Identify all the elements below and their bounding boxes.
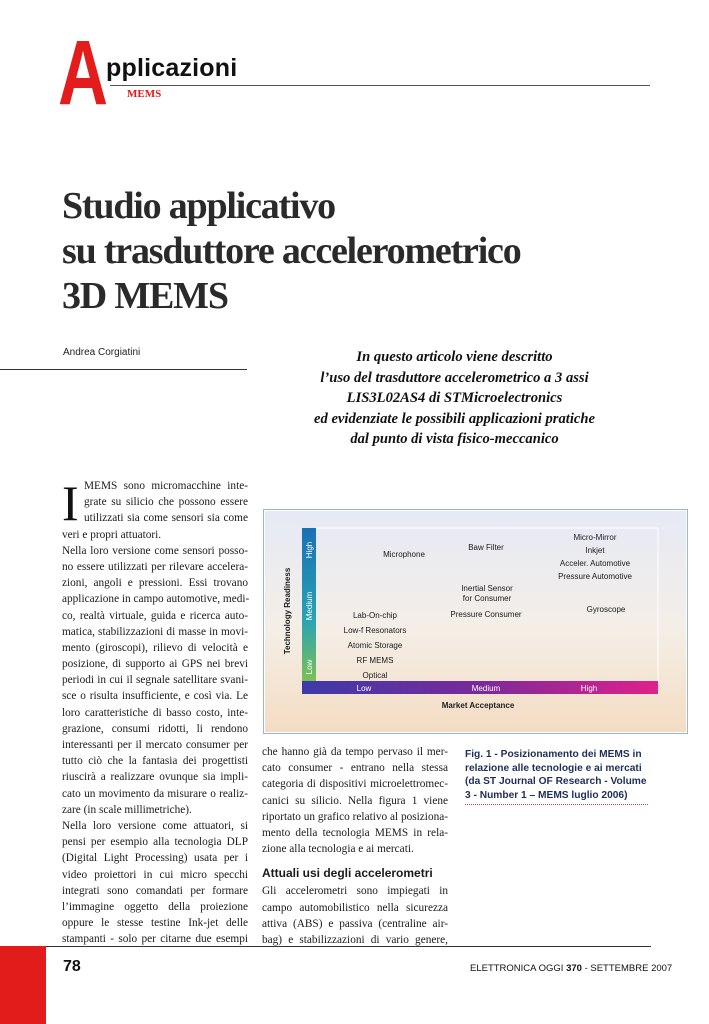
- body-line: Nella loro versione come sensori posso-: [62, 544, 248, 557]
- body-line: grate su silicio che possono essere: [84, 496, 248, 509]
- body-line: campo automobilistico nella sicurezza: [262, 901, 448, 914]
- body-line: attiva (ABS) e passiva (centraline air-: [262, 917, 448, 930]
- body-line: che hanno già da tempo pervaso il mer-: [262, 746, 448, 758]
- item-pressure-consumer: Pressure Consumer: [450, 610, 522, 619]
- body-line: interessanti per il mercato consumer per: [62, 739, 248, 751]
- body-line: integrati sono comandati per formare: [62, 884, 248, 897]
- body-line: Nella loro versione come attuatori, si: [62, 819, 248, 832]
- footer-magazine: [470, 963, 672, 974]
- body-line: cato consumer - entrano nella stessa: [262, 762, 448, 775]
- author-name: Andrea Corgiatini: [63, 347, 141, 358]
- body-line: (Digital Light Processing) usata per i: [62, 852, 248, 865]
- body-column-1: [62, 475, 250, 947]
- section-logo-letter: [58, 22, 108, 124]
- body-line: zare (in scale millimetriche).: [62, 803, 192, 816]
- body-line: pensi per esempio alla tecnologia DLP: [62, 836, 248, 849]
- section-title: pplicazioni: [106, 54, 238, 82]
- item-low-f-resonators: Low-f Resonators: [343, 626, 407, 635]
- figure-caption: [465, 748, 648, 802]
- body-line: bag) e stabilizzazioni di vario genere,: [262, 933, 448, 946]
- item-micro-mirror: Micro-Mirror: [573, 533, 617, 542]
- abstract-line: In questo articolo viene descritto: [356, 349, 553, 365]
- body-line: veri e propri attuatori.: [62, 528, 162, 541]
- x-axis-title: Market Acceptance: [441, 701, 515, 710]
- abstract-line: dal punto di vista fisico-meccanico: [350, 431, 559, 447]
- section-subheading: Attuali usi degli accelerometri: [262, 866, 433, 881]
- body-line: applicazione in campo automotive, medi-: [62, 593, 250, 606]
- page-number: 78: [63, 958, 81, 975]
- figure-mems-positioning: [263, 509, 688, 734]
- author-rule: [0, 369, 247, 370]
- article-title: [62, 184, 662, 319]
- caption-rule: [465, 804, 648, 805]
- abstract-line: LIS3L02AS4 di STMicroelectronics: [346, 390, 563, 406]
- body-line: posizione, di supporto ai GPS nei brevi: [62, 658, 248, 671]
- title-line: su trasduttore accelerometrico: [62, 230, 521, 272]
- body-line: no essere utilizzati per rilevare accelera-: [62, 560, 248, 573]
- x-level-low: Low: [356, 684, 372, 693]
- item-gyroscope: Gyroscope: [586, 605, 626, 614]
- x-level-high: High: [580, 684, 598, 693]
- caption-line: Fig. 1 - Posizionamento dei MEMS in: [465, 749, 642, 760]
- body-line: categoria di dispositivi microelettromec-: [262, 778, 448, 791]
- body-line: stampanti - solo per citarne due esempi: [62, 933, 248, 946]
- body-line: zioni, angoli e pressioni. Essi trovano: [62, 577, 248, 590]
- magazine-name: ELETTRONICA OGGI: [470, 963, 564, 974]
- body-column-2: [262, 744, 448, 948]
- article-abstract: [262, 347, 647, 450]
- x-level-medium: Medium: [471, 684, 501, 693]
- body-line: sce o risulta insufficiente, e così via. Le: [62, 690, 248, 703]
- abstract-line: ed evidenziate le possibili applicazioni pratiche: [314, 410, 595, 427]
- body-line: cato un movimento da misurare o realiz-: [62, 787, 248, 800]
- body-line: riuscirà a realizzare ovunque sia impli-: [62, 771, 248, 784]
- body-line: periodi in cui il segnale satellitare svani-: [62, 674, 248, 687]
- item-acceler-automotive: Acceler. Automotive: [559, 559, 631, 568]
- body-line: mento (giroscopi), rilievo di velocità e: [62, 641, 248, 654]
- item-atomic-storage: Atomic Storage: [347, 641, 403, 650]
- body-line: MEMS sono micromacchine inte-: [84, 480, 248, 492]
- figure-chart: [264, 510, 687, 733]
- item-inertial-sensor: Inertial Sensor: [461, 584, 513, 593]
- body-line: mento della tecnologia MEMS in rela-: [262, 826, 448, 839]
- title-line: Studio applicativo: [62, 185, 335, 227]
- abstract-line: l’uso del trasduttore accelerometrico a 3 assi: [320, 369, 589, 386]
- page-corner-block: [0, 946, 46, 1024]
- issue-date: - SETTEMBRE 2007: [584, 963, 673, 974]
- caption-line: 3 - Number 1 – MEMS luglio 2006): [465, 789, 628, 801]
- item-baw-filter: Baw Filter: [468, 543, 504, 552]
- body-line: co, realtà virtuale, guida e ricerca auto-: [62, 609, 248, 622]
- body-line: oppure le stesse testine Ink-jet delle: [62, 917, 248, 930]
- item-inkjet: Inkjet: [585, 546, 605, 555]
- body-line: zione alla tecnologia e ai mercati.: [262, 843, 414, 856]
- caption-line: (da ST Journal OF Research - Volume: [465, 776, 647, 788]
- body-line: loro caratteristiche di basso costo, inte-: [62, 706, 248, 719]
- body-line: Gli accelerometri sono impiegati in: [262, 885, 448, 898]
- header-rule: [110, 85, 650, 86]
- logo-big-letter: A: [58, 22, 108, 124]
- body-line: riportato un grafico relativo al posiziona-: [262, 810, 449, 823]
- drop-cap: I: [62, 475, 79, 531]
- item-microphone: Microphone: [383, 550, 425, 559]
- item-rf-mems: RF MEMS: [356, 656, 394, 665]
- section-subtitle: MEMS: [127, 88, 162, 100]
- issue-number: 370: [566, 963, 582, 974]
- footer-rule: [46, 946, 651, 947]
- item-pressure-automotive: Pressure Automotive: [558, 572, 632, 581]
- y-level-low: Low: [305, 659, 314, 675]
- item-lab-on-chip: Lab-On-chip: [352, 611, 398, 620]
- caption-line: relazione alle tecnologie e ai mercati: [465, 762, 642, 774]
- body-line: l’immagine oggetto della proiezione: [62, 900, 248, 913]
- body-line: utilizzati sia come sensori sia come: [84, 512, 248, 525]
- y-axis-title: Technology Readiness: [283, 567, 292, 655]
- body-line: matica, stabilizzazioni di masse in movi-: [62, 625, 248, 638]
- body-line: video proiettori in cui micro specchi: [62, 868, 248, 881]
- body-line: grazione, consumi ridotti, li rendono: [62, 722, 248, 735]
- y-level-medium: Medium: [305, 591, 314, 621]
- body-line: canici su silicio. Nella figura 1 viene: [262, 794, 448, 807]
- body-line: tutto ciò che la fantasia dei progettisti: [62, 755, 248, 768]
- item-inertial-sensor-consumer: for Consumer: [462, 594, 512, 603]
- title-line: 3D MEMS: [62, 275, 228, 317]
- y-level-high: High: [305, 541, 314, 559]
- item-optical: Optical: [362, 671, 388, 680]
